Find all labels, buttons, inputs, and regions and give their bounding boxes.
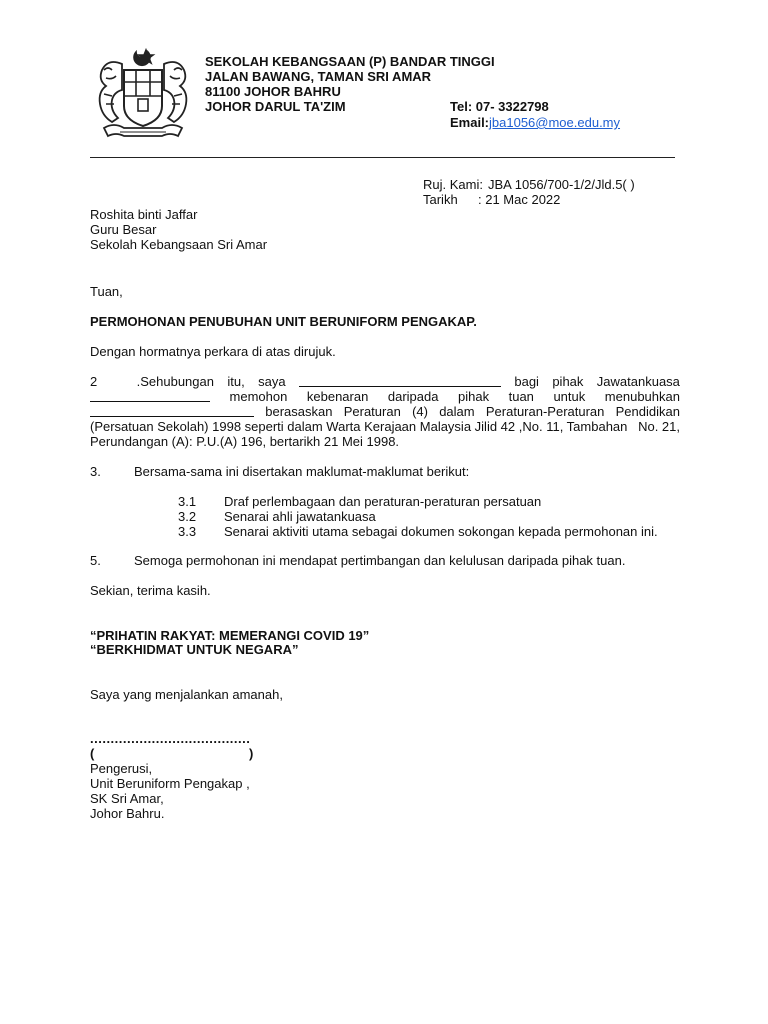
para2-word: bagi bbox=[514, 374, 539, 389]
tarikh-value: : 21 Mac 2022 bbox=[478, 192, 561, 207]
name-close-paren: ) bbox=[249, 746, 254, 761]
para2-line-5: Perundangan (A): P.U.(A) 196, bertarikh 21 Mei 1998. bbox=[90, 434, 400, 449]
para2-word: Peraturan-Peraturan bbox=[485, 404, 605, 419]
header-divider bbox=[90, 157, 675, 158]
tarikh-label: Tarikh bbox=[423, 192, 458, 207]
ruj-value: JBA 1056/700-1/2/Jld.5( ) bbox=[488, 177, 635, 192]
para2-number: 2 bbox=[90, 374, 98, 389]
address-line-3: JOHOR DARUL TA'ZIM bbox=[205, 99, 346, 114]
recipient-school: Sekolah Kebangsaan Sri Amar bbox=[90, 237, 268, 252]
recipient-name: Roshita binti Jaffar bbox=[90, 207, 198, 222]
para2-text: No. 21, bbox=[638, 419, 680, 434]
slogan-2: “BERKHIDMAT UNTUK NEGARA” bbox=[90, 642, 299, 657]
salutation: Tuan, bbox=[90, 284, 123, 299]
address-line-1: JALAN BAWANG, TAMAN SRI AMAR bbox=[205, 69, 432, 84]
amanah-line: Saya yang menjalankan amanah, bbox=[90, 687, 283, 702]
para2-line-1 bbox=[90, 374, 680, 389]
recipient-title: Guru Besar bbox=[90, 222, 157, 237]
email-link[interactable]: jba1056@moe.edu.my bbox=[489, 115, 621, 130]
para3-number: 3. bbox=[90, 464, 101, 479]
item-number: 3.1 bbox=[178, 494, 197, 509]
para2-word: Peraturan bbox=[343, 404, 401, 419]
signatory-city: Johor Bahru. bbox=[90, 806, 165, 821]
school-name: SEKOLAH KEBANGSAAN (P) BANDAR TINGGI bbox=[205, 54, 495, 69]
para2-line-4 bbox=[90, 419, 680, 434]
signatory-school: SK Sri Amar, bbox=[90, 791, 164, 806]
para2-word: menubuhkan bbox=[604, 389, 680, 404]
malaysia-coat-of-arms-icon bbox=[90, 44, 196, 144]
ruj-label: Ruj. Kami: bbox=[423, 177, 483, 192]
telephone: Tel: 07- 3322798 bbox=[450, 99, 549, 114]
list-item: Senarai aktiviti utama sebagai dokumen sokongan kepada permohonan ini. bbox=[224, 524, 658, 539]
para2-word: kebenaran bbox=[306, 389, 369, 404]
item-number: 3.3 bbox=[178, 524, 197, 539]
subject-heading: PERMOHONAN PENUBUHAN UNIT BERUNIFORM PENGAKAP. bbox=[90, 314, 477, 329]
para3-text: Bersama-sama ini disertakan maklumat-maklumat berikut: bbox=[134, 464, 470, 479]
para2-line-3 bbox=[90, 404, 680, 419]
closing: Sekian, terima kasih. bbox=[90, 583, 211, 598]
para5-text: Semoga permohonan ini mendapat pertimbangan dan kelulusan daripada pihak tuan. bbox=[134, 553, 626, 568]
signature-dots: ....................................... bbox=[90, 731, 251, 746]
para2-word: pihak bbox=[458, 389, 490, 404]
item-number: 3.2 bbox=[178, 509, 197, 524]
para2-word: pihak bbox=[552, 374, 584, 389]
name-open-paren: ( bbox=[90, 746, 95, 761]
slogan-1: “PRIHATIN RAKYAT: MEMERANGI COVID 19” bbox=[90, 628, 370, 643]
para2-word: dalam bbox=[439, 404, 475, 419]
signatory-unit: Unit Beruniform Pengakap , bbox=[90, 776, 250, 791]
signatory-position: Pengerusi, bbox=[90, 761, 153, 776]
para2-word: daripada bbox=[387, 389, 439, 404]
email-label: Email: bbox=[450, 115, 490, 130]
list-item: Senarai ahli jawatankuasa bbox=[224, 509, 376, 524]
para2-word: untuk bbox=[553, 389, 586, 404]
para5-number: 5. bbox=[90, 553, 101, 568]
address-line-2: 81100 JOHOR BAHRU bbox=[205, 84, 341, 99]
para2-word: Jawatankuasa bbox=[596, 374, 680, 389]
para2-word: memohon bbox=[229, 389, 288, 404]
para2-word: .Sehubungan bbox=[136, 374, 214, 389]
unit-blank[interactable] bbox=[90, 404, 254, 417]
para2-word: (4) bbox=[412, 404, 428, 419]
intro-paragraph: Dengan hormatnya perkara di atas dirujuk. bbox=[90, 344, 336, 359]
para2-word: tuan bbox=[508, 389, 534, 404]
para2-word: berasaskan bbox=[265, 404, 333, 419]
para2-word: itu, bbox=[227, 374, 245, 389]
name-blank[interactable] bbox=[299, 374, 501, 387]
committee-blank[interactable] bbox=[90, 389, 210, 402]
para2-text: (Persatuan Sekolah) 1998 seperti dalam Warta Kerajaan Malaysia Jilid 42 ,No. 11, Tambahan bbox=[90, 419, 628, 434]
para2-word: saya bbox=[258, 374, 286, 389]
para2-word: Pendidikan bbox=[615, 404, 680, 419]
email-line bbox=[450, 115, 620, 130]
para2-line-2 bbox=[90, 389, 680, 404]
list-item: Draf perlembagaan dan peraturan-peraturan persatuan bbox=[224, 494, 542, 509]
